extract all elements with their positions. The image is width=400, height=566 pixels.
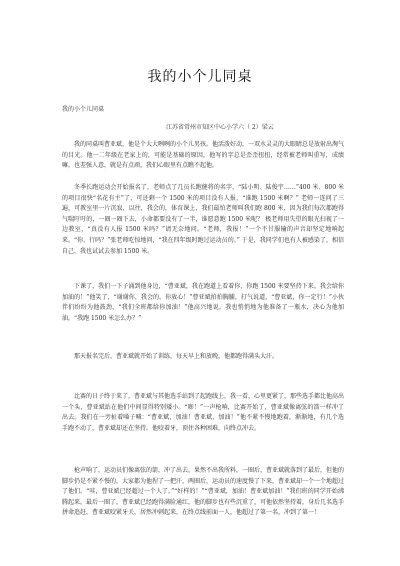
paragraph: 比赛的日子终于来了，曹亚斌与其他选手站到了起跑线上，我一看，心里更紧了，那些选手都比他高出一个头，曹亚斌站在他们中间显得特别矮小。“嘭！”一声枪响，比赛开始了，曹亚斌像离弦的箭一样冲了出去。我们在一旁扯着嗓子喊：“曹亚斌，加油！曹亚斌，加油！”他不紧不慢地跑着，渐渐地，有几个选手跑不动了，曹亚斌却还在坚持。他咬着牙，顶住各种困难，向终点冲去。 (62, 393, 345, 432)
paragraph: 冬季长跑运动会开始报名了，老师点了几员长跑健将的名字，“陆小明、陆俊宇……”400 米、800 米的项目很快“名花有主”了，可还剩一个 1500 米的项目没有人报，“谁跑 1500 米啊？” 老师一连问了三遍，可教室里一片沉寂，以往，我会的，体育课上，我们最怕老师叫我们跑 800 米，因为我们每次都跑得气喘吁吁的，一圈一圈下去，小命都要没有了一半，谁愿意跑 1500 米呢？ 极老师用失望的眼光扫视了一边教室，“真没有人报 1500 米吗？”请无奈地问。“老师，我报！”一个不甘服输的声音却坚定地响起来。“你，行吗？”张老师吃惊地问，“我在四年级时跑过运动员的。” 于是，我同学们也有人被感染了，相信自己，我也试试去参加 1500 米。 (62, 184, 344, 255)
paragraph: 枪声响了，运动员们像离弦的箭，冲了出去。果然不出我所料，一圈后，曹亚斌就落到了最后，但他的脚步仍是不紧不慢的，大家都为他捏了一把汗，两圈后，运动员的速度慢了下来，曹亚斌却一个一个地超过了他们。“哇，曹亚斌已经超过一个人了。”“好样的！”“曹亚斌，加油！曹亚斌加油！”我们班的同学开始沸腾起来。最后一圈了，曹亚斌已经跑得满脸通红，他的脚步也有些沉重了，可他依然坚持着，身后几名选手拼命追赶，曹亚斌咬紧牙关，居然冲刺起来，在终点线前面一人，他超过了第一名，冲到了第一！ (62, 467, 345, 517)
paragraph: 下课了，我们一下子涌到他身边，“曹亚斌，我在跑道上看着你，你跑 1500 米要坚持下来。我会给你加油的！”他笑了，“谢谢你，我会的。你放心！”曹亚斌拍拍胸脯，打气说道，“曹亚斌，你一定行！”小伙伴们纷纷为他鼓劲，“我们全班都给你加油！”他高兴地说。我也悄悄地为他准备了一瓶水，决心为他加油。“我跑 1500 米怎么办？” (62, 283, 344, 322)
paragraph: 那天报名完后，曹亚斌就开始了训练，每天早上和放晚，他都跑得满头大汗。 (74, 353, 279, 360)
page-title: 我的小个儿同桌 (147, 69, 253, 85)
paragraph: 我的同桌叫曹亚斌，他是个大大咧咧的小个儿男孩。他活泼好动，一双水灵灵的大眼睛总是放射出淘气的目光。他一二年级在老家上的，可能是基础的原因，他写的字总是歪歪扭扭，经常被老师叫重写，成绩嘛，也差强人意，就是有点顽，我们心眼里有点瞧不起他。 (62, 141, 345, 170)
author-byline: 江苏省常州市知区中心小学六（ 2）梁云 (166, 124, 274, 131)
article-subtitle: 我的小个儿同桌 (62, 106, 105, 113)
